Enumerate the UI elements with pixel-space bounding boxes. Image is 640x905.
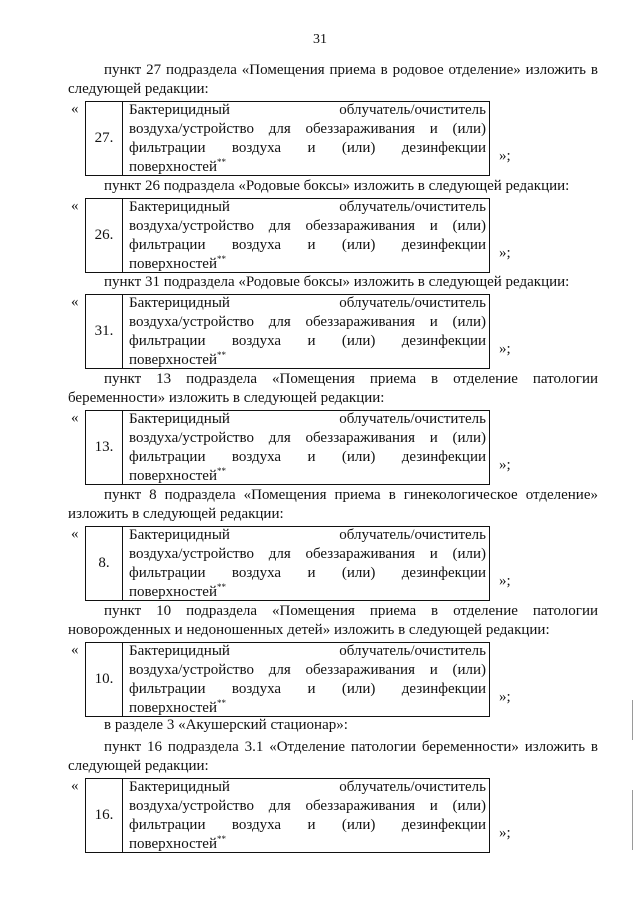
quote-open: « [71,642,79,658]
entry-text: Бактерицидный облучатель/очиститель воздуха/устройство для обеззараживания и (или) фильтрации воздуха и (или) дезинфекции поверхностей** [129,295,486,368]
quote-open: « [71,778,79,794]
section-heading: в разделе 3 «Акушерский стационар»: [104,717,348,733]
entry-row [68,641,598,718]
amendment-intro: пункт 10 подраздела «Помещения приема в отделение патологии новорожденных и недоношенных детей» изложить в следующей редакции: [68,603,598,638]
entry-row [68,197,598,274]
quote-close: »; [499,457,511,473]
entry-number: 13. [86,411,123,484]
entry-number: 26. [86,199,123,272]
page-number: 31 [313,32,327,47]
quote-open: « [71,410,79,426]
amendment-block-8 [68,486,598,602]
quote-close: »; [499,245,511,261]
quote-close: »; [499,825,511,841]
entry-number: 8. [86,527,123,600]
amendment-intro: пункт 27 подраздела «Помещения приема в родовое отделение» изложить в следующей редакции: [68,62,598,97]
entry-text: Бактерицидный облучатель/очиститель воздуха/устройство для обеззараживания и (или) фильтрации воздуха и (или) дезинфекции поверхностей** [129,199,486,272]
amendment-intro: пункт 26 подраздела «Родовые боксы» изложить в следующей редакции: [104,178,570,194]
entry-row [68,777,598,854]
quote-close: »; [499,573,511,589]
entry-row [68,525,598,602]
scan-artifact [632,700,633,740]
amendment-block-26 [68,177,598,274]
quote-close: »; [499,689,511,705]
section-heading-block [68,716,598,735]
amendment-intro: пункт 16 подраздела 3.1 «Отделение патологии беременности» изложить в следующей редакции: [68,739,598,774]
amendment-block-31 [68,273,598,370]
quote-close: »; [499,148,511,164]
quote-close: »; [499,341,511,357]
quote-open: « [71,101,79,117]
entry-text: Бактерицидный облучатель/очиститель воздуха/устройство для обеззараживания и (или) фильтрации воздуха и (или) дезинфекции поверхностей** [129,527,486,600]
entry-text: Бактерицидный облучатель/очиститель воздуха/устройство для обеззараживания и (или) фильтрации воздуха и (или) дезинфекции поверхностей** [129,643,486,716]
entry-table [85,294,490,369]
entry-number: 27. [86,102,123,175]
entry-table [85,642,490,717]
quote-open: « [71,526,79,542]
entry-row [68,100,598,177]
amendment-block-10 [68,602,598,718]
amendment-block-13 [68,370,598,486]
entry-table [85,101,490,176]
entry-row [68,293,598,370]
entry-row [68,409,598,486]
entry-number: 31. [86,295,123,368]
amendment-intro: пункт 8 подраздела «Помещения приема в гинекологическое отделение» изложить в следующей редакции: [68,487,598,522]
entry-table [85,198,490,273]
entry-table [85,526,490,601]
entry-text: Бактерицидный облучатель/очиститель воздуха/устройство для обеззараживания и (или) фильтрации воздуха и (или) дезинфекции поверхностей** [129,779,486,852]
amendment-intro: пункт 13 подраздела «Помещения приема в отделение патологии беременности» изложить в следующей редакции: [68,371,598,406]
quote-open: « [71,294,79,310]
entry-number: 16. [86,779,123,852]
entry-number: 10. [86,643,123,716]
entry-text: Бактерицидный облучатель/очиститель воздуха/устройство для обеззараживания и (или) фильтрации воздуха и (или) дезинфекции поверхностей** [129,102,486,175]
amendment-intro: пункт 31 подраздела «Родовые боксы» изложить в следующей редакции: [104,274,570,290]
entry-table [85,410,490,485]
amendment-block-27 [68,61,598,177]
entry-table [85,778,490,853]
entry-text: Бактерицидный облучатель/очиститель воздуха/устройство для обеззараживания и (или) фильтрации воздуха и (или) дезинфекции поверхностей** [129,411,486,484]
amendment-block-16 [68,738,598,854]
quote-open: « [71,198,79,214]
scan-artifact [632,790,633,850]
